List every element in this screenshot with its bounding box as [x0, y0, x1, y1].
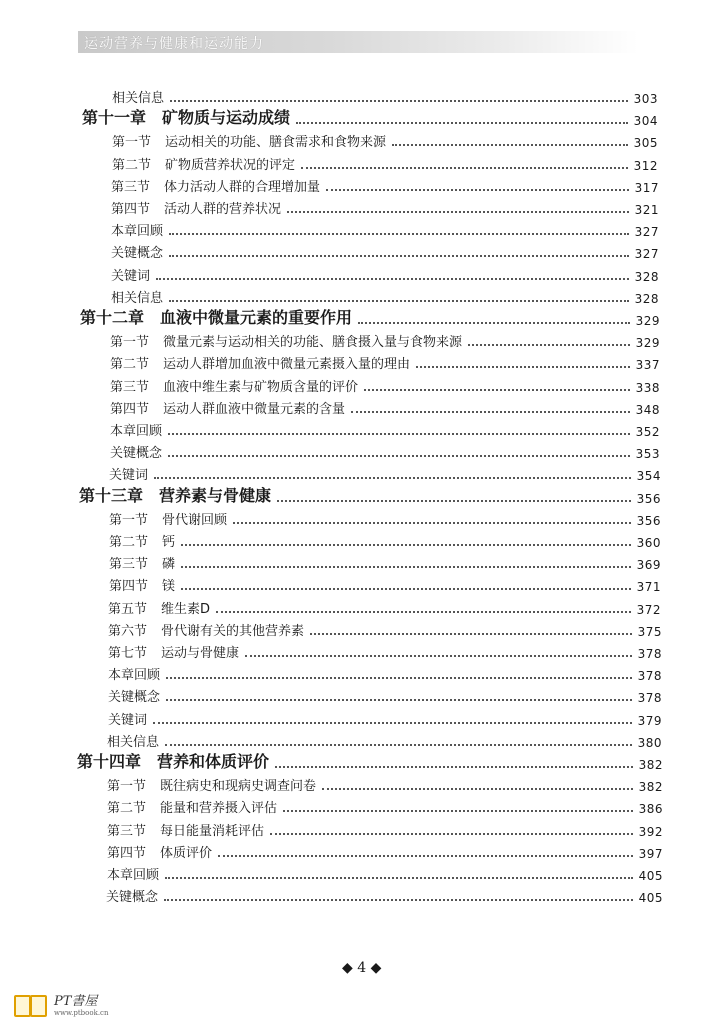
- dot-leader: [166, 699, 632, 701]
- toc-entry-page: 378: [637, 669, 662, 684]
- toc-entry-label: [79, 483, 271, 506]
- toc-misc-row: [111, 219, 659, 239]
- toc-entry-title: 关键词: [108, 712, 148, 728]
- toc-section-row: [110, 375, 660, 395]
- dot-leader: [153, 722, 632, 724]
- toc-entry-number: 第四节: [109, 579, 149, 595]
- toc-entry-page: 382: [638, 758, 663, 772]
- dot-leader: [181, 588, 631, 590]
- dot-leader: [164, 899, 633, 901]
- toc-entry-label: [110, 331, 462, 350]
- toc-section-row: [107, 774, 663, 794]
- toc-misc-row: [107, 863, 663, 883]
- toc-entry-number: 第三节: [107, 823, 147, 839]
- toc-entry-label: [82, 105, 290, 128]
- toc-entry-label: [107, 731, 159, 750]
- dot-leader: [169, 300, 629, 302]
- dot-leader: [154, 477, 631, 479]
- toc-entry-title: 体力活动人群的合理增加量: [164, 179, 321, 195]
- toc-entry-title: 骨代谢有关的其他营养素: [161, 623, 305, 639]
- toc-chapter-row: [77, 752, 663, 772]
- toc-entry-number: 第十一章: [82, 108, 147, 128]
- dot-leader: [218, 855, 633, 857]
- watermark-logo: [14, 990, 108, 1017]
- toc-entry-label: [108, 709, 147, 728]
- toc-entry-number: 第二节: [112, 157, 152, 173]
- dot-leader: [170, 100, 628, 102]
- toc-entry-title: 相关信息: [107, 734, 160, 750]
- toc-entry-title: 本章回顾: [107, 868, 160, 883]
- toc-entry-title: 活动人群的营养状况: [164, 202, 282, 217]
- dot-leader: [168, 455, 630, 457]
- toc-misc-row: [111, 241, 659, 261]
- toc-misc-row: [112, 86, 658, 106]
- toc-entry-number: 第七节: [108, 646, 148, 661]
- toc-entry-title: 运动与骨健康: [161, 646, 240, 661]
- toc-misc-row: [108, 708, 662, 728]
- toc-entry-number: 第四节: [111, 202, 151, 217]
- dot-leader: [168, 433, 630, 435]
- toc-entry-label: [109, 464, 148, 483]
- toc-entry-page: 304: [633, 114, 658, 129]
- toc-entry-label: [111, 242, 163, 261]
- toc-entry-title: 运动人群增加血液中微量元素摄入量的理由: [163, 357, 411, 373]
- toc-entry-title: 运动人群血液中微量元素的含量: [163, 401, 346, 417]
- toc-entry-label: [109, 531, 175, 550]
- toc-entry-number: 第六节: [108, 623, 148, 639]
- toc-entry-page: 329: [635, 314, 660, 328]
- toc-entry-page: 379: [637, 713, 662, 728]
- toc-entry-number: 第一节: [110, 335, 150, 351]
- toc-entry-page: 405: [638, 891, 663, 906]
- toc-section-row: [107, 796, 663, 816]
- toc-entry-title: 营养素与骨健康: [159, 485, 272, 505]
- toc-entry-page: 369: [636, 558, 661, 573]
- toc-chapter-row: [79, 486, 661, 506]
- toc-entry-number: 第三节: [111, 179, 151, 195]
- toc-entry-number: 第二节: [107, 801, 147, 817]
- toc-entry-number: 第三节: [109, 557, 149, 573]
- toc-entry-label: [112, 154, 295, 173]
- dot-leader: [165, 744, 632, 746]
- toc-section-row: [112, 153, 658, 173]
- toc-entry-label: [111, 198, 281, 217]
- toc-section-row: [108, 597, 661, 617]
- toc-entry-number: 第五节: [108, 601, 148, 617]
- toc-entry-title: 运动相关的功能、膳食需求和食物来源: [165, 135, 387, 151]
- toc-entry-label: [107, 842, 212, 861]
- toc-entry-page: 327: [634, 225, 659, 240]
- toc-entry-number: 第二节: [109, 535, 149, 550]
- toc-chapter-row: [80, 308, 660, 328]
- toc-chapter-row: [82, 108, 658, 128]
- toc-entry-number: 第十二章: [80, 308, 145, 327]
- toc-section-row: [111, 175, 659, 195]
- toc-entry-page: 397: [638, 846, 663, 861]
- toc-entry-label: [110, 442, 162, 461]
- toc-entry-page: 405: [638, 869, 663, 883]
- toc-entry-title: 营养和体质评价: [157, 752, 270, 771]
- dot-leader: [310, 633, 632, 635]
- toc-entry-label: [108, 664, 160, 683]
- toc-entry-page: 356: [636, 513, 661, 528]
- dot-leader: [181, 544, 631, 546]
- toc-entry-page: 352: [635, 425, 660, 439]
- toc-entry-page: 372: [636, 602, 661, 617]
- dot-leader: [301, 167, 628, 169]
- toc-section-row: [112, 130, 658, 150]
- toc-entry-label: [107, 864, 159, 883]
- dot-leader: [165, 877, 633, 879]
- toc-section-row: [107, 819, 663, 839]
- toc-entry-label: [112, 131, 386, 150]
- toc-entry-number: 第一节: [109, 512, 149, 528]
- dot-leader: [216, 611, 631, 613]
- toc-misc-row: [108, 663, 662, 683]
- dot-leader: [245, 655, 632, 657]
- toc-section-row: [107, 841, 663, 861]
- toc-entry-label: [108, 620, 304, 639]
- toc-misc-row: [110, 441, 660, 461]
- toc-entry-page: 353: [635, 447, 660, 462]
- dot-leader: [364, 389, 630, 391]
- dot-leader: [181, 566, 631, 568]
- toc-entry-page: 378: [637, 647, 662, 661]
- dot-leader: [358, 322, 630, 324]
- toc-entry-label: [107, 820, 264, 839]
- toc-entry-title: 骨代谢回顾: [162, 512, 228, 528]
- toc-entry-label: [106, 886, 158, 905]
- watermark-url: www.ptbook.cn: [54, 1009, 109, 1017]
- toc-misc-row: [111, 264, 659, 284]
- toc-entry-title: 体质评价: [160, 845, 213, 861]
- toc-entry-title: 磷: [162, 557, 176, 573]
- toc-entry-label: [110, 376, 358, 395]
- toc-entry-title: 关键概念: [108, 690, 161, 706]
- toc-entry-page: 360: [636, 536, 661, 550]
- dot-leader: [392, 144, 628, 146]
- toc-entry-title: 本章回顾: [111, 224, 164, 240]
- toc-entry-label: [108, 598, 210, 617]
- dot-leader: [296, 122, 628, 124]
- toc-entry-label: [110, 353, 410, 372]
- toc-entry-page: 356: [636, 491, 661, 506]
- running-header-title: 运动营养与健康和运动能力: [84, 36, 264, 52]
- dot-leader: [270, 833, 633, 835]
- book-icon: [14, 993, 48, 1015]
- toc-entry-page: 337: [635, 358, 660, 373]
- toc-entry-title: 关键概念: [111, 246, 164, 262]
- toc-section-row: [111, 197, 659, 217]
- toc-entry-page: 328: [634, 269, 659, 284]
- dot-leader: [233, 522, 631, 524]
- toc-entry-title: 矿物质营养状况的评定: [165, 157, 296, 173]
- toc-entry-label: [109, 509, 227, 528]
- toc-entry-title: 既往病史和现病史调查问卷: [160, 779, 317, 795]
- toc-misc-row: [107, 730, 662, 750]
- toc-section-row: [108, 619, 662, 639]
- toc-misc-row: [110, 419, 660, 439]
- toc-entry-label: [110, 398, 345, 417]
- toc-entry-title: 微量元素与运动相关的功能、膳食摄入量与食物来源: [163, 335, 463, 351]
- toc-entry-title: 关键词: [111, 268, 151, 284]
- dot-leader: [156, 278, 629, 280]
- running-header: [78, 31, 638, 53]
- toc-entry-page: 386: [638, 802, 663, 817]
- toc-entry-page: 380: [637, 735, 662, 750]
- toc-entry-title: 每日能量消耗评估: [160, 823, 265, 839]
- toc-entry-page: 329: [635, 336, 660, 351]
- toc-entry-page: 321: [634, 203, 659, 217]
- toc-entry-title: 关键词: [109, 468, 149, 484]
- toc-entry-title: 血液中微量元素的重要作用: [160, 308, 353, 327]
- toc-entry-page: 371: [636, 580, 661, 595]
- toc-entry-label: [107, 797, 277, 816]
- dot-leader: [468, 344, 630, 346]
- toc-entry-label: [111, 220, 163, 239]
- toc-misc-row: [111, 286, 659, 306]
- toc-entry-page: 348: [635, 402, 660, 417]
- toc-entry-title: 矿物质与运动成绩: [162, 108, 291, 128]
- toc-entry-page: 382: [638, 780, 663, 795]
- toc-entry-number: 第三节: [110, 379, 150, 395]
- toc-entry-label: [109, 575, 175, 594]
- toc-entry-page: 354: [636, 469, 661, 484]
- toc-section-row: [110, 330, 660, 350]
- toc-entry-title: 血液中维生素与矿物质含量的评价: [163, 379, 359, 395]
- toc-entry-title: 本章回顾: [108, 668, 161, 684]
- dot-leader: [277, 500, 631, 502]
- toc-section-row: [109, 530, 661, 550]
- toc-entry-page: 375: [637, 624, 662, 639]
- toc-entry-label: [111, 265, 150, 284]
- toc-entry-number: 第二节: [110, 357, 150, 373]
- toc-section-row: [110, 352, 660, 372]
- dot-leader: [287, 211, 629, 213]
- toc-entry-number: 第十三章: [79, 485, 144, 505]
- dot-leader: [275, 766, 633, 768]
- toc-entry-page: 327: [634, 247, 659, 262]
- dot-leader: [322, 788, 633, 790]
- dot-leader: [166, 677, 632, 679]
- toc-entry-title: 钙: [162, 535, 176, 550]
- toc-entry-page: 392: [638, 824, 663, 839]
- toc-entry-title: 相关信息: [111, 290, 164, 306]
- toc-entry-page: 312: [633, 158, 658, 173]
- dot-leader: [416, 366, 630, 368]
- toc-entry-number: 第一节: [112, 135, 152, 151]
- toc-entry-page: 317: [634, 180, 659, 195]
- toc-section-row: [110, 397, 660, 417]
- toc-misc-row: [109, 463, 661, 483]
- toc-entry-title: 镁: [162, 579, 176, 595]
- toc-entry-label: [110, 420, 162, 439]
- toc-entry-title: 能量和营养摄入评估: [160, 801, 278, 817]
- toc-entry-number: 第十四章: [77, 752, 142, 771]
- toc-entry-number: 第四节: [110, 401, 150, 417]
- toc-entry-label: [77, 749, 269, 772]
- toc-entry-title: 关键概念: [106, 890, 159, 906]
- toc-entry-page: 303: [633, 92, 658, 106]
- dot-leader: [283, 810, 633, 812]
- watermark-name: PT書屋: [54, 994, 98, 1009]
- toc-entry-title: 相关信息: [112, 91, 165, 106]
- toc-entry-label: [108, 642, 239, 661]
- toc-section-row: [109, 574, 661, 594]
- dot-leader: [169, 255, 629, 257]
- toc-entry-label: [111, 287, 163, 306]
- toc-entry-page: 328: [634, 291, 659, 306]
- toc-section-row: [108, 641, 662, 661]
- toc-entry-number: 第四节: [107, 845, 147, 861]
- dot-leader: [326, 189, 629, 191]
- toc-entry-label: [107, 775, 316, 794]
- dot-leader: [351, 411, 630, 413]
- dot-leader: [169, 233, 629, 235]
- toc-entry-page: 378: [637, 691, 662, 706]
- toc-entry-label: [112, 87, 164, 106]
- toc-entry-label: [111, 176, 320, 195]
- toc-entry-label: [109, 553, 175, 572]
- page-number: ◆ 4 ◆: [342, 960, 382, 976]
- toc-section-row: [109, 552, 661, 572]
- toc-misc-row: [108, 685, 662, 705]
- toc-entry-label: [80, 305, 352, 328]
- toc-entry-page: 338: [635, 380, 660, 395]
- toc-section-row: [109, 508, 661, 528]
- toc-entry-title: 本章回顾: [110, 424, 163, 439]
- toc-entry-number: 第一节: [107, 779, 147, 795]
- toc-misc-row: [106, 885, 663, 905]
- toc-entry-title: 维生素D: [161, 601, 211, 617]
- toc-entry-page: 305: [633, 136, 658, 151]
- toc-entry-title: 关键概念: [110, 446, 163, 462]
- toc-entry-label: [108, 686, 160, 705]
